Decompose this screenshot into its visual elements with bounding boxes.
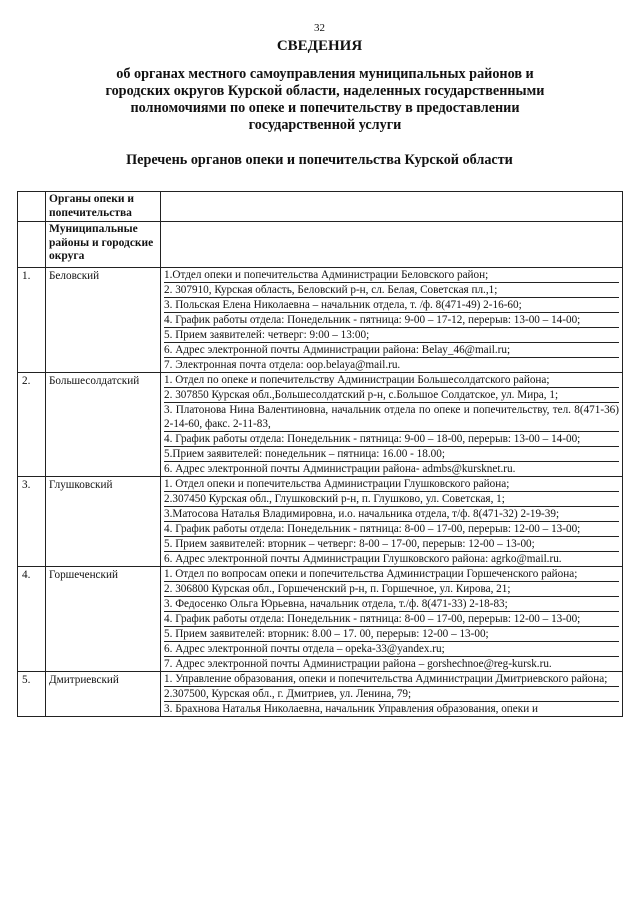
table-header-blank (161, 192, 623, 222)
district-name: Глушковский (46, 476, 161, 566)
info-line: 7. Электронная почта отдела: oop.belaya@mail.ru. (164, 358, 401, 371)
info-line: 6. Адрес электронной почты отдела – opeka-33@yandex.ru; (164, 642, 619, 657)
row-number: 4. (18, 566, 46, 671)
page-number: 32 (314, 22, 325, 34)
info-line: 2. 306800 Курская обл., Горшеченский р-н, п. Горшечное, ул. Кирова, 21; (164, 582, 619, 597)
table-row (18, 671, 623, 716)
district-name: Горшеченский (46, 566, 161, 671)
info-line: 6. Адрес электронной почты Администрации Глушковского района: agrko@mail.ru. (164, 552, 562, 565)
info-line: 6. Адрес электронной почты Администрации района- admbs@kursknet.ru. (164, 462, 516, 475)
info-line: 5. Прием заявителей: вторник: 8.00 – 17. 00, перерыв: 12-00 – 13-00; (164, 627, 619, 642)
info-line: 5. Прием заявителей: четверг: 9:00 – 13:00; (164, 328, 619, 343)
document-title: СВЕДЕНИЯ (276, 38, 363, 54)
subtitle-line: городских округов Курской области, наделенных государственными (105, 83, 545, 99)
table-row (18, 372, 623, 476)
list-title: Перечень органов опеки и попечительства Курской области (126, 152, 513, 168)
guardianship-table (17, 191, 623, 717)
header-guardianship-bodies: Органы опеки и попечительства (46, 192, 161, 222)
info-line: 1. Отдел опеки и попечительства Администрации Глушковского района; (164, 477, 619, 492)
info-line: 5. Прием заявителей: вторник – четверг: 8-00 – 17-00, перерыв: 12-00 – 13-00; (164, 537, 619, 552)
table-row (18, 566, 623, 671)
subtitle-line: государственной услуги (248, 117, 402, 133)
row-number: 1. (18, 267, 46, 372)
info-line: 6. Адрес электронной почты Администрации района: Belay_46@mail.ru; (164, 343, 619, 358)
info-line: 2. 307850 Курская обл.,Большесолдатский р-н, с.Большое Солдатское, ул. Мира, 1; (164, 388, 619, 403)
district-info (161, 671, 623, 716)
info-line: 5.Прием заявителей: понедельник – пятница: 16.00 - 18.00; (164, 447, 619, 462)
table-row (18, 267, 623, 372)
table-header-blank (161, 222, 623, 268)
document-subtitle (70, 66, 580, 134)
district-name: Дмитриевский (46, 671, 161, 716)
info-line: 3.Матосова Наталья Владимировна, и.о. начальника отдела, т/ф. 8(471-32) 2-19-39; (164, 507, 619, 522)
info-line: 2.307450 Курская обл., Глушковский р-н, п. Глушково, ул. Советская, 1; (164, 492, 619, 507)
table-header-blank (18, 192, 46, 222)
district-name: Беловский (46, 267, 161, 372)
row-number: 3. (18, 476, 46, 566)
info-line: 7. Адрес электронной почты Администрации района – gorshechnoe@reg-kursk.ru. (164, 657, 552, 670)
table-header-row (18, 222, 623, 268)
info-line: 4. График работы отдела: Понедельник - пятница: 9-00 – 17-12, перерыв: 13-00 – 14-00; (164, 313, 619, 328)
info-line: 2. 307910, Курская область, Беловский р-н, сл. Белая, Советская пл.,1; (164, 283, 619, 298)
info-line: 3. Платонова Нина Валентиновна, начальник отдела по опеке и попечительству, тел. 8(471-36) 2-14-60, факс. 2-11-83, (164, 403, 619, 430)
header-districts: Муниципальные районы и городские округа (46, 222, 161, 268)
district-info (161, 566, 623, 671)
info-line: 1. Отдел по вопросам опеки и попечительства Администрации Горшеченского района; (164, 567, 619, 582)
district-name: Большесолдатский (46, 372, 161, 476)
info-line: 3. Федосенко Ольга Юрьевна, начальник отдела, т./ф. 8(471-33) 2-18-83; (164, 597, 619, 612)
district-info (161, 372, 623, 476)
row-number: 2. (18, 372, 46, 476)
subtitle-line: полномочиями по опеке и попечительству в предоставлении (130, 100, 520, 116)
info-line: 1.Отдел опеки и попечительства Администрации Беловского район; (164, 268, 619, 283)
table-header-blank (18, 222, 46, 268)
info-line: 4. График работы отдела: Понедельник - пятница: 8-00 – 17-00, перерыв: 12-00 – 13-00; (164, 522, 619, 537)
info-line: 2.307500, Курская обл., г. Дмитриев, ул. Ленина, 79; (164, 687, 619, 702)
info-line: 1. Отдел по опеке и попечительству Администрации Большесолдатского района; (164, 373, 619, 388)
table-header-row (18, 192, 623, 222)
district-info (161, 267, 623, 372)
info-line: 1. Управление образования, опеки и попечительства Администрации Дмитриевского района; (164, 672, 619, 687)
table-row (18, 476, 623, 566)
info-line: 3. Польская Елена Николаевна – начальник отдела, т. /ф. 8(471-49) 2-16-60; (164, 298, 619, 313)
info-line: 4. График работы отдела: Понедельник - пятница: 8-00 – 17-00, перерыв: 12-00 – 13-00; (164, 612, 619, 627)
district-info (161, 476, 623, 566)
subtitle-line: об органах местного самоуправления муниципальных районов и (116, 66, 534, 82)
row-number: 5. (18, 671, 46, 716)
info-line: 3. Брахнова Наталья Николаевна, начальник Управления образования, опеки и (164, 702, 538, 715)
info-line: 4. График работы отдела: Понедельник - пятница: 9-00 – 18-00, перерыв: 13-00 – 14-00; (164, 432, 619, 447)
